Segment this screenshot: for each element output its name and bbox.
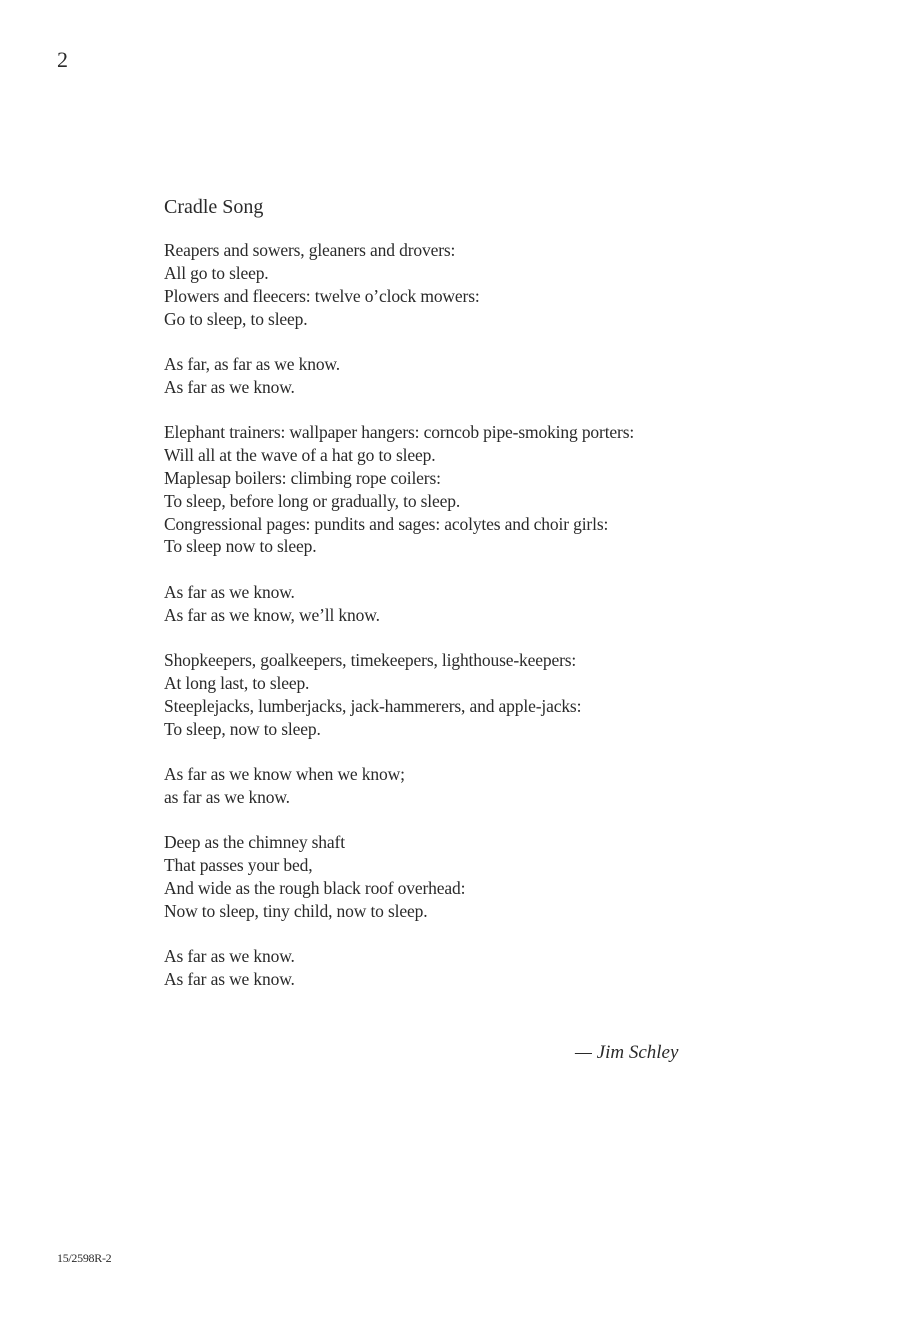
poem-line: At long last, to sleep. bbox=[164, 673, 310, 694]
poem-line: Deep as the chimney shaft bbox=[164, 832, 345, 853]
poem bbox=[164, 194, 804, 1014]
poem-title: Cradle Song bbox=[164, 196, 264, 218]
poem-line: Plowers and fleecers: twelve o’clock mowers: bbox=[164, 285, 480, 306]
refrain bbox=[164, 763, 804, 809]
refrain bbox=[164, 353, 804, 399]
stanza bbox=[164, 421, 804, 558]
poem-line: Congressional pages: pundits and sages: acolytes and choir girls: bbox=[164, 513, 609, 534]
poem-line: Maplesap boilers: climbing rope coilers: bbox=[164, 467, 441, 488]
poem-line: As far as we know. bbox=[164, 581, 295, 602]
poem-line: As far as we know. bbox=[164, 946, 295, 967]
poem-line: To sleep, before long or gradually, to sleep. bbox=[164, 490, 461, 511]
poem-line: Now to sleep, tiny child, now to sleep. bbox=[164, 900, 428, 921]
poem-line: Elephant trainers: wallpaper hangers: corncob pipe-smoking porters: bbox=[164, 422, 635, 443]
document-code: 15/2598R-2 bbox=[57, 1251, 112, 1265]
poem-line: Will all at the wave of a hat go to sleep. bbox=[164, 445, 436, 466]
poem-line: That passes your bed, bbox=[164, 855, 313, 876]
poem-line: As far as we know when we know; bbox=[164, 764, 405, 785]
poem-line: Shopkeepers, goalkeepers, timekeepers, lighthouse-keepers: bbox=[164, 650, 577, 671]
refrain bbox=[164, 581, 804, 627]
stanza bbox=[164, 649, 804, 740]
poem-line: Reapers and sowers, gleaners and drovers: bbox=[164, 240, 456, 260]
poem-line: As far, as far as we know. bbox=[164, 353, 341, 374]
stanza bbox=[164, 239, 804, 330]
poem-line: And wide as the rough black roof overhead: bbox=[164, 878, 466, 899]
refrain bbox=[164, 945, 804, 991]
poem-line: To sleep, now to sleep. bbox=[164, 718, 321, 739]
stanza bbox=[164, 831, 804, 922]
poem-line: Steeplejacks, lumberjacks, jack-hammerers, and apple-jacks: bbox=[164, 695, 582, 716]
poem-line: All go to sleep. bbox=[164, 262, 269, 283]
poem-line: As far as we know. bbox=[164, 969, 295, 990]
poem-line: as far as we know. bbox=[164, 787, 290, 807]
poem-line: As far as we know. bbox=[164, 376, 295, 397]
poem-line: To sleep now to sleep. bbox=[164, 536, 317, 557]
poem-line: Go to sleep, to sleep. bbox=[164, 308, 308, 329]
poem-author: — Jim Schley bbox=[575, 1042, 679, 1063]
poem-line: As far as we know, we’ll know. bbox=[164, 604, 380, 625]
page-number: 2 bbox=[57, 47, 68, 72]
